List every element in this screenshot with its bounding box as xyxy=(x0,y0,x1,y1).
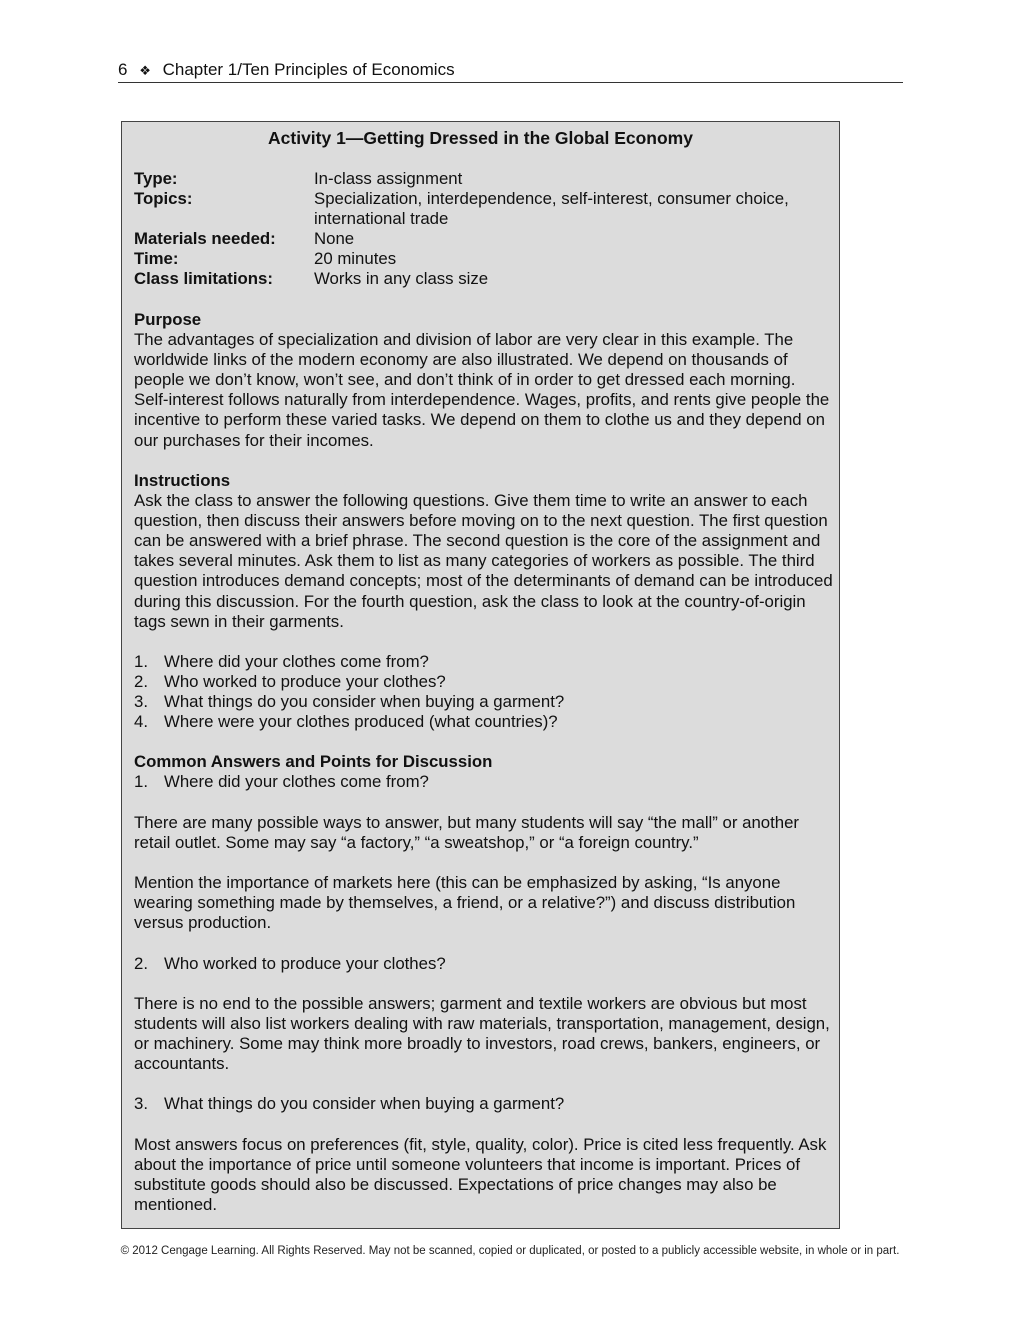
meta-key: Time: xyxy=(134,249,179,269)
page-number: 6 xyxy=(118,60,128,79)
discussion-question-3 xyxy=(134,1094,834,1114)
list-item: 3. What things do you consider when buying a garment? xyxy=(134,1094,565,1113)
meta-row-time xyxy=(134,249,824,269)
list-item: 4. Where were your clothes produced (what countries)? xyxy=(134,712,558,732)
questions-list xyxy=(134,652,834,732)
meta-key: Type: xyxy=(134,169,178,188)
meta-row-topics xyxy=(134,189,824,229)
meta-value: Specialization, interdependence, self-interest, consumer choice, international trade xyxy=(314,189,789,229)
list-item: 3. What things do you consider when buying a garment? xyxy=(134,692,565,712)
purpose-heading: Purpose xyxy=(134,310,202,329)
discussion-section xyxy=(134,752,834,792)
answer-2-text: There is no end to the possible answers; garment and textile workers are obvious but most students will also list workers dealing with raw materials, transportation, management, design, or machinery. Some may think more broadly to investors, road crews, bankers, engineers, or accountants. xyxy=(134,994,830,1074)
discussion-question-1 xyxy=(134,772,834,792)
activity-title: Activity 1—Getting Dressed in the Global Economy xyxy=(268,128,693,148)
list-item: 2. Who worked to produce your clothes? xyxy=(134,954,446,973)
meta-value: None xyxy=(314,229,355,249)
meta-row-type xyxy=(134,169,824,189)
meta-value: In-class assignment xyxy=(314,169,463,188)
meta-row-materials xyxy=(134,229,824,249)
chapter-title: Chapter 1/Ten Principles of Economics xyxy=(162,60,455,79)
diamond-separator-icon: ❖ xyxy=(139,63,151,78)
activity-box xyxy=(121,121,840,1229)
answer-1-followup: Mention the importance of markets here (this can be emphasized by asking, “Is anyone wearing something made by themselves, a friend, or a relative?”) and discuss distribution versus production. xyxy=(134,873,796,933)
meta-key: Materials needed: xyxy=(134,229,276,249)
page-header xyxy=(118,60,903,83)
meta-value: 20 minutes xyxy=(314,249,397,269)
list-item: 1. Where did your clothes come from? xyxy=(134,772,429,792)
copyright-footer: © 2012 Cengage Learning. All Rights Reserved. May not be scanned, copied or duplicated, or posted to a publicly accessible website, in whole or in part. xyxy=(120,1245,900,1257)
list-item: 1. Where did your clothes come from? xyxy=(134,652,429,671)
activity-meta xyxy=(134,169,824,290)
answer-3-text: Most answers focus on preferences (fit, style, quality, color). Price is cited less frequently. Ask about the importance of price until someone volunteers that income is important. Prices of substitute goods should also be discussed. Expectations of price changes may also be mentioned. xyxy=(134,1135,827,1215)
instructions-section xyxy=(134,471,834,632)
list-item: 2. Who worked to produce your clothes? xyxy=(134,672,446,692)
meta-row-class-limitations xyxy=(134,269,824,289)
answer-1-text: There are many possible ways to answer, but many students will say “the mall” or another retail outlet. Some may say “a factory,” “a sweatshop,” or “a foreign country.” xyxy=(134,813,800,853)
discussion-heading: Common Answers and Points for Discussion xyxy=(134,752,493,771)
instructions-text: Ask the class to answer the following questions. Give them time to write an answer to each question, then discuss their answers before moving on to the next question. The first question can be answered with a brief phrase. The second question is the core of the assignment and takes several minutes. Ask them to list as many categories of workers as possible. The third question introduces demand concepts; most of the determinants of demand can be introduced during this discussion. For the fourth question, ask the class to look at the country-of-origin tags sewn in their garments. xyxy=(134,491,833,631)
meta-key: Topics: xyxy=(134,189,193,209)
purpose-section xyxy=(134,310,834,451)
discussion-question-2 xyxy=(134,954,834,974)
purpose-text: The advantages of specialization and division of labor are very clear in this example. The worldwide links of the modern economy are also illustrated. We depend on thousands of people we don’t know, won’t see, and don’t think of in order to get dressed each morning. Self-interest follows naturally from interdependence. Wages, profits, and rents give people the incentive to perform these varied tasks. We depend on them to clothe us and they depend on our purchases for their incomes. xyxy=(134,330,830,450)
meta-value: Works in any class size xyxy=(314,269,489,289)
meta-key: Class limitations: xyxy=(134,269,273,289)
instructions-heading: Instructions xyxy=(134,471,231,490)
